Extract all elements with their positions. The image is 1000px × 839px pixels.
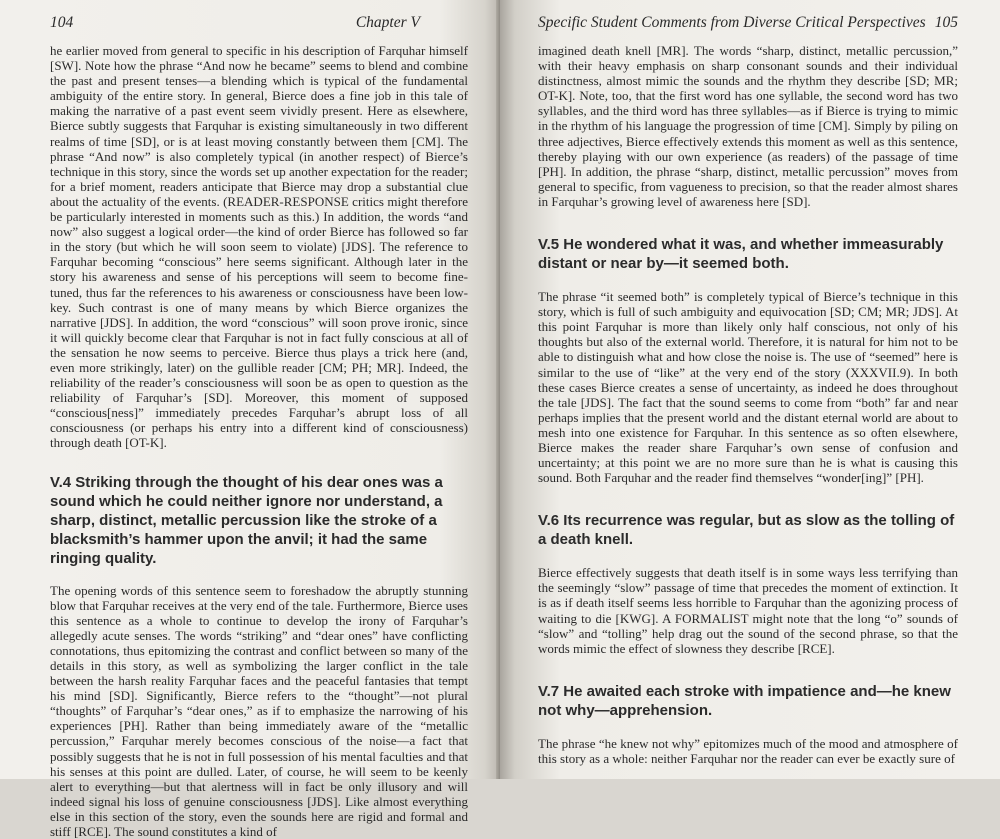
page-number: 105: [934, 14, 958, 31]
body-paragraph: he earlier moved from general to specific in his description of Farquhar himself [SW]. Note how the phrase “And now he became” seems to blend and combine the past and present tenses—a blending which is typical of the fundamental ambiguity of the entire story. In general, Bierce does a fine job in this tale of making the narrative of a past event seem vividly present. Here as elsewhere, Bierce subtly suggests that Farquhar is existing simultaneously in two different realms of time [SD], or is at least moving constantly between them [CM]. The phrase “And now” is also completely typical (in another respect) of Bierce’s technique in this story, since the words set up another expectation for the reader; for a brief moment, readers anticipate that Bierce may drop a substantial clue about the actuality of the events. (READER-RESPONSE critics might therefore be particularly interested in moments such as this.) In addition, the words “and now” also suggest a logical order—the kind of order Bierce has followed so far in the story (but which he will soon seem to violate) [JDS]. The reference to Farquhar becoming “conscious” here seems significant. Although later in the story his awareness and sense of his perceptions will seem to become fine-tuned, thus far the references to his awareness or consciousness have been low-key. Such contrast is one of many means by which Bierce organizes the narrative [JDS]. In addition, the word “conscious” will soon prove ironic, since it will quickly become clear that Farquhar is not in fact fully conscious at all of the sensation he now seems to perceive. Bierce thus plays a trick here (and, even more strikingly, later) on the gullible reader [CM; PH; MR]. Indeed, the reliability of the reader’s consciousness will soon be as open to question as the reliability of Farquhar’s [SD]. Moreover, this moment of supposed “conscious[ness]” immediately precedes Farquhar’s abrupt loss of all consciousness (or perhaps his entry into a different kind of consciousness) through death [OT-K].: [50, 43, 468, 451]
body-paragraph: The opening words of this sentence seem to foreshadow the abruptly stunning blow that Farquhar receives at the very end of the tale. Furthermore, Bierce uses this sentence as a whole to continue to develop the irony of Farquhar’s allegedly acute senses. The words “striking” and “dear ones” have conflicting connotations, thus epitomizing the contrast and conflict between so many of the details in this story, as well as symbolizing the larger conflict in the tale between the harsh reality Farquhar faces and the peaceful fantasies that tempt his mind [SD]. Significantly, Bierce refers to the “thought”—not plural “thoughts” of Farquhar’s “dear ones,” as if to emphasize the narrowing of his experiences [PH]. Rather than being immediately aware of the “metallic percussion,” Farquhar merely becomes conscious of the noise—a fact that possibly suggests that he is not in full possession of his mental faculties and that his senses at this point are dulled. Later, of course, he will seem to be keenly alert to everything—but that alertness will in fact be only illusory and will indeed signal his loss of genuine consciousness [JDS]. Like almost everything else in this section of the story, even the sounds here are rigid and formal and stiff [RCE]. The sound constitutes a kind of: [50, 582, 468, 839]
section-heading-v4: V.4 Striking through the thought of his dear ones was a sound which he could neither ignore nor understand, a sharp, distinct, metallic percussion like the stroke of a blacksmith’s hammer upon the anvil; it had the same ringing quality.: [50, 473, 443, 567]
left-page-header: [50, 14, 468, 36]
body-paragraph: The phrase “it seemed both” is completely typical of Bierce’s technique in this story, which is full of such ambiguity and equivocation [SD; CM; MR; JDS]. At this point Farquhar is more than likely only half conscious, not only of his thoughts but also of the external world. Therefore, it is natural for him not to be able to distinguish what and how close the noise is. The use of “seemed” here is similar to the use of “like” at the very end of the story (XXXVII.9). In both these cases Bierce creates a sense of uncertainty, as indeed he does throughout the tale [JDS]. The fact that the sound seems to come from “both” far and near perhaps implies that the present world and the distant eternal world are about to mesh into one existence for Farquhar. In this sentence as so often elsewhere, Bierce makes the reader share Farquhar’s own sense of confusion and uncertainty; at this point we are no more sure than he is what is causing this sound. Both Farquhar and the reader find themselves “wonder[ing]” [PH].: [538, 289, 958, 486]
section-heading-v5: V.5 He wondered what it was, and whether immeasurably distant or near by—it seemed both.: [538, 236, 944, 273]
running-head: Specific Student Comments from Diverse Critical Perspectives: [538, 14, 926, 31]
running-head: Chapter V: [355, 14, 420, 31]
body-paragraph: imagined death knell [MR]. The words “sharp, distinct, metallic percussion,” with their heavy emphasis on sharp consonant sounds and their individual distinctness, almost mimic the sounds and the rhythm they describe [SD; MR; OT-K]. Note, too, that the first word has one syllable, the second word has two syllables, and the third word has three syllables—as if Bierce is trying to mimic in the rhythm of his language the progression of time [CM]. Simply by piling on three adjectives, Bierce effectively extends this moment as well as this sentence, thereby playing with our own experience (as readers) of the passage of time [PH]. In addition, the phrase “sharp, distinct, metallic percussion” moves from general to specific, from vagueness to precision, so that the reader almost shares in Farquhar’s growing level of awareness here [SD].: [538, 43, 958, 209]
right-page: [500, 0, 1000, 779]
section-heading-v6: V.6 Its recurrence was regular, but as slow as the tolling of a death knell.: [538, 512, 955, 549]
body-paragraph: Bierce effectively suggests that death itself is in some ways less terrifying than the seemingly “slow” passage of time that precedes the moment of extinction. It is as if death itself seems less horrible to Farquhar than the agonizing process of waiting to die [KWG]. A FORMALIST might note that the long “o” sounds of “slow” and “tolling” help drag out the sound of the second phrase, so that the words mimic the effect of slowness they describe [RCE].: [538, 565, 958, 656]
right-page-header: [538, 14, 958, 36]
page-number: 104: [50, 14, 74, 31]
body-paragraph: The phrase “he knew not why” epitomizes much of the mood and atmosphere of this story as a whole: neither Farquhar nor the reader can ever be exactly sure of: [538, 735, 958, 766]
section-heading-v7: V.7 He awaited each stroke with impatience and—he knew not why—apprehension.: [538, 682, 951, 719]
